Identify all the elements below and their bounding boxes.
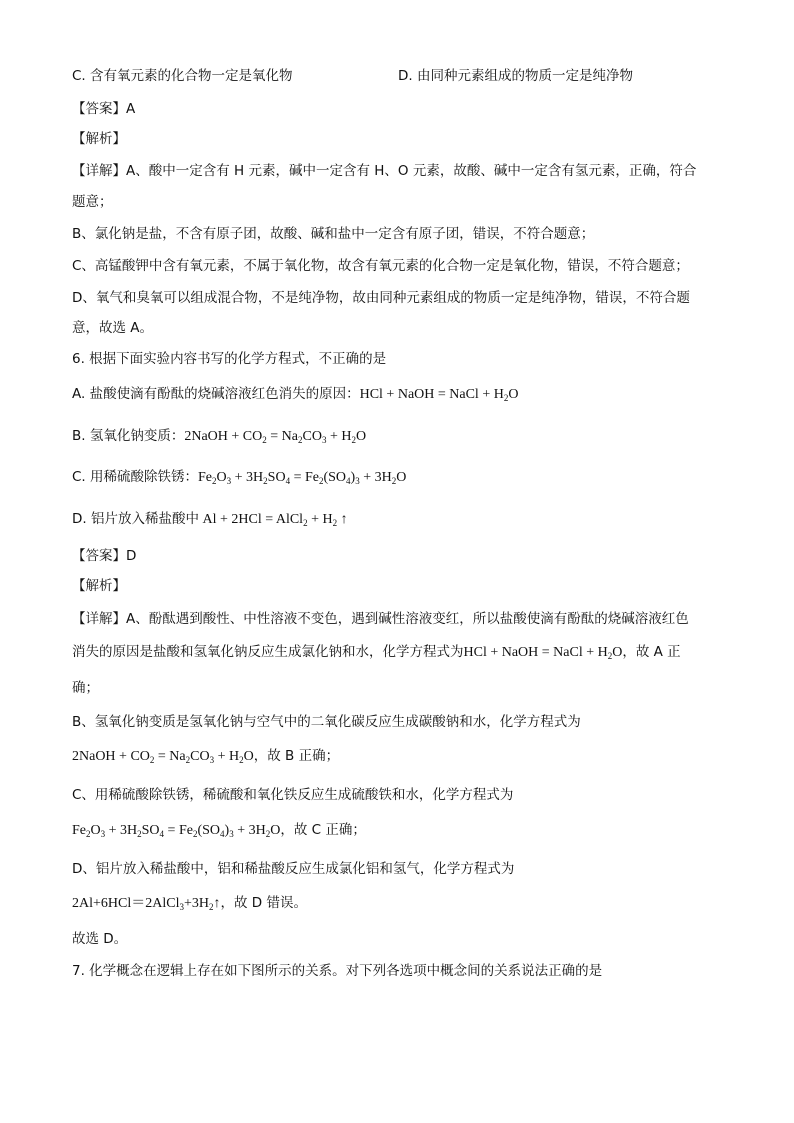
detail-text: D、氧气和臭氧可以组成混合物，不是纯净物，故由同种元素组成的物质一定是纯净物，错误，不符合题 <box>72 290 690 306</box>
option-c: C. 含有氧元素的化合物一定是氧化物 <box>72 68 293 84</box>
detail-text: 意，故选 A。 <box>72 320 154 336</box>
detail-text-part: ，故 C 正确； <box>280 822 366 838</box>
detail-text: B、氯化钠是盐，不含有原子团，故酸、碱和盐中一定含有原子团，错误，不符合题意； <box>72 226 595 242</box>
answer-label: 【答案】D <box>72 548 137 564</box>
equation: $2Al+6HCl=2AlCl_3+3H_2↑$ <box>72 896 221 912</box>
detail-text: 确； <box>72 680 99 696</box>
question-stem: 7. 化学概念在逻辑上存在如下图所示的关系。对下列各选项中概念间的关系说法正确的是 <box>72 963 603 979</box>
detail-text: 题意； <box>72 194 113 210</box>
detail-text: C、高锰酸钾中含有氧元素，不属于氧化物，故含有氧元素的化合物一定是氧化物，错误，不符合题意； <box>72 258 689 274</box>
option-d-text: D. 铝片放入稀盐酸中 <box>72 511 199 527</box>
analysis-label: 【解析】 <box>72 131 126 147</box>
equation: $Fe_2O_3 + 3H_2SO_4 = Fe_2(SO_4)_3 + 3H_2O$ <box>198 470 407 486</box>
analysis-label: 【解析】 <box>72 578 126 594</box>
detail-text <box>72 820 366 841</box>
detail-text <box>72 746 339 767</box>
option-a <box>72 384 518 405</box>
detail-text-part: ，故 B 正确； <box>253 748 340 764</box>
conclusion: 故选 D。 <box>72 931 128 947</box>
option-b <box>72 426 366 447</box>
detail-text: D、铝片放入稀盐酸中，铝和稀盐酸反应生成氯化铝和氢气，化学方程式为 <box>72 861 515 877</box>
option-c-text: C. 用稀硫酸除铁锈： <box>72 469 199 485</box>
equation: HCl + NaOH = NaCl + $H_2O$ <box>463 645 623 661</box>
equation: $Fe_2O_3 + 3H_2SO_4 = Fe_2(SO_4)_3 + 3H_2O$ <box>72 823 281 839</box>
option-b-text: B. 氢氧化钠变质： <box>72 428 185 444</box>
question-stem: 6. 根据下面实验内容书写的化学方程式，不正确的是 <box>72 351 387 367</box>
equation: HCl + NaOH = NaCl + $H_2O$ <box>359 387 519 403</box>
detail-text-part: ，故 A 正 <box>622 644 681 660</box>
detail-text: B、氢氧化钠变质是氢氧化钠与空气中的二氧化碳反应生成碳酸钠和水，化学方程式为 <box>72 714 581 730</box>
detail-text: 【详解】A、酸中一定含有 H 元素，碱中一定含有 H、O 元素，故酸、碱中一定含有氢元素，正确，符合 <box>72 163 697 179</box>
option-a-text: A. 盐酸使滴有酚酞的烧碱溶液红色消失的原因： <box>72 386 360 402</box>
equation: 2NaOH + $CO_2 = Na_2CO_3 + H_2O$ <box>184 429 367 445</box>
detail-text: 【详解】A、酚酞遇到酸性、中性溶液不变色，遇到碱性溶液变红，所以盐酸使滴有酚酞的烧碱溶液红色 <box>72 611 689 627</box>
detail-text: C、用稀硫酸除铁锈，稀硫酸和氧化铁反应生成硫酸铁和水，化学方程式为 <box>72 787 514 803</box>
detail-text <box>72 642 681 663</box>
option-d: D. 由同种元素组成的物质一定是纯净物 <box>398 68 633 84</box>
detail-text-part: ，故 D 错误。 <box>220 895 307 911</box>
option-c <box>72 467 406 488</box>
answer-label: 【答案】A <box>72 101 136 117</box>
equation: 2NaOH + $CO_2 = Na_2CO_3 + H_2O$ <box>72 749 254 765</box>
detail-text-part: 消失的原因是盐酸和氢氧化钠反应生成氯化钠和水，化学方程式为 <box>72 644 464 660</box>
option-d <box>72 509 348 530</box>
equation: Al + 2HCl = AlCl$_2$ + $H_2$ ↑ <box>198 512 348 528</box>
detail-text <box>72 893 307 914</box>
